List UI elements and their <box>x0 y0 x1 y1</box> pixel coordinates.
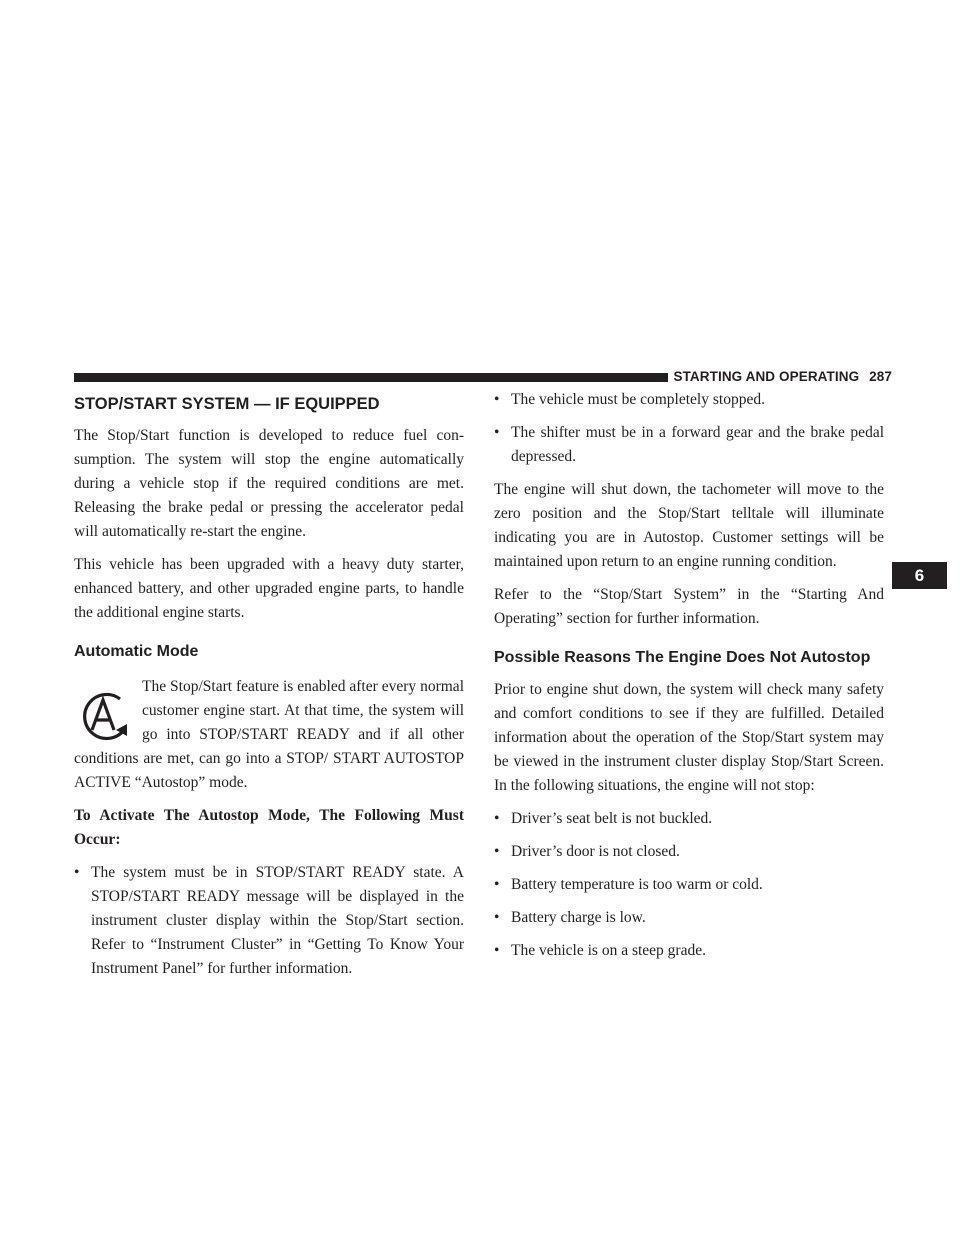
header-rule <box>74 373 668 382</box>
reference-paragraph: Refer to the “Stop/Start System” in the “Starting And Operating” section for further information. <box>494 586 884 627</box>
upgrade-paragraph: This vehicle has been upgraded with a heavy duty starter, enhanced battery, and other upgraded engine parts, to handle the additional engine starts. <box>74 556 464 621</box>
reasons-list <box>494 807 884 963</box>
list-item: • Battery charge is low. <box>494 906 884 930</box>
autostop-icon <box>74 685 136 745</box>
bullet-icon: • <box>494 909 500 926</box>
bullet-icon: • <box>494 810 500 827</box>
left-column <box>74 388 464 990</box>
list-item: • Driver’s seat belt is not buckled. <box>494 807 884 831</box>
activate-list <box>74 861 464 981</box>
list-item: • Driver’s door is not closed. <box>494 840 884 864</box>
chapter-tab: 6 <box>892 562 947 589</box>
automatic-mode-heading: Automatic Mode <box>74 643 199 660</box>
list-item: • The shifter must be in a forward gear and the brake pedal depressed. <box>494 421 884 469</box>
shutdown-paragraph: The engine will shut down, the tachometer will move to the zero position and the Stop/Start telltale will illuminate indicating you are in Autostop. Customer settings will be maintained upon return to an engine running condition. <box>494 481 884 570</box>
automatic-mode-text: The Stop/Start feature is enabled after every normal customer engine start. At that time, the system will go into STOP/START READY and if all other conditions are met, can go into a STOP/ START AUTOSTOP ACTIVE “Autostop” mode. <box>74 678 464 791</box>
list-item: • The vehicle is on a steep grade. <box>494 939 884 963</box>
activate-heading: To Activate The Autostop Mode, The Following Must Occur: <box>74 807 464 848</box>
bullet-icon: • <box>494 942 500 959</box>
list-item: • The system must be in STOP/START READY state. A STOP/START READY message will be displayed in the instrument cluster display within the Stop/Start section. Refer to “Instrument Cluster” in “Getting To Know Your Instrument Panel” for further information. <box>74 861 464 981</box>
section-heading: STOP/START SYSTEM — IF EQUIPPED <box>74 395 380 413</box>
page-number: 287 <box>869 369 892 384</box>
bullet-icon: • <box>74 864 80 881</box>
bullet-icon: • <box>494 391 500 408</box>
condition-list <box>494 388 884 469</box>
bullet-icon: • <box>494 843 500 860</box>
section-title: STARTING AND OPERATING <box>673 369 860 384</box>
running-header <box>673 369 892 384</box>
intro-paragraph: The Stop/Start function is developed to reduce fuel con-sumption. The system will stop the engine automatically during a vehicle stop if the required conditions are met. Releasing the brake pedal or pressing the accelerator pedal will automatically re-start the engine. <box>74 427 464 540</box>
list-item: • Battery temperature is too warm or cold. <box>494 873 884 897</box>
bullet-icon: • <box>494 424 500 441</box>
reasons-paragraph: Prior to engine shut down, the system will check many safety and comfort conditions to see if they are fulfilled. Detailed information about the operation of the Stop/Start system may be viewed in the instrument cluster display Stop/Start Screen. In the following situations, the engine will not stop: <box>494 681 884 794</box>
right-column <box>494 388 884 972</box>
automatic-mode-block <box>74 675 464 795</box>
reasons-heading: Possible Reasons The Engine Does Not Autostop <box>494 649 871 666</box>
bullet-icon: • <box>494 876 500 893</box>
list-item: • The vehicle must be completely stopped. <box>494 388 884 412</box>
